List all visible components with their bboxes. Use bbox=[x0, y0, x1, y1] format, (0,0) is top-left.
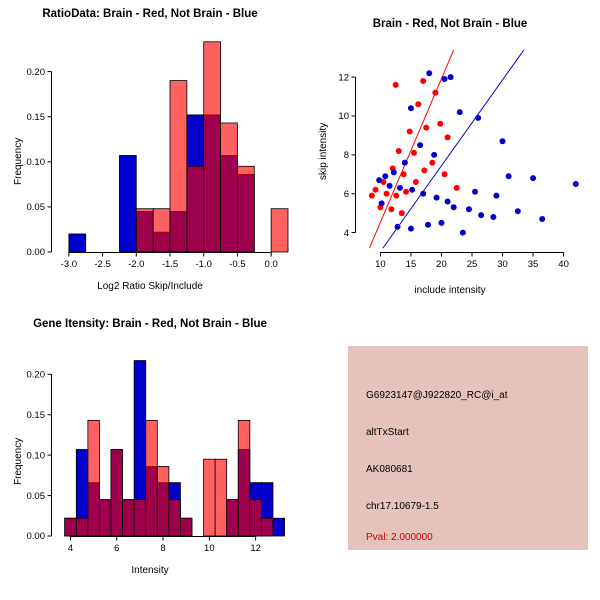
svg-text:0.15: 0.15 bbox=[26, 111, 45, 123]
svg-text:0.0: 0.0 bbox=[264, 259, 278, 270]
svg-text:0.10: 0.10 bbox=[26, 450, 45, 462]
scatter-title: Brain - Red, Not Brain - Blue bbox=[372, 18, 528, 30]
svg-text:4: 4 bbox=[343, 227, 349, 239]
svg-text:-3.0: -3.0 bbox=[60, 259, 78, 270]
svg-text:4: 4 bbox=[67, 543, 74, 554]
svg-text:10: 10 bbox=[204, 543, 215, 554]
histogram-intensity-xlabel: Intensity bbox=[131, 565, 169, 576]
scatter-panel bbox=[300, 0, 600, 300]
svg-text:10: 10 bbox=[375, 259, 386, 270]
svg-text:8: 8 bbox=[160, 543, 166, 554]
info-accession: AK080681 bbox=[366, 464, 413, 475]
svg-text:15: 15 bbox=[405, 259, 417, 270]
histogram-ratio-title: RatioData: Brain - Red, Not Brain - Blue bbox=[42, 8, 258, 20]
scatter-ylabel: skip intensity bbox=[318, 122, 329, 180]
svg-text:-1.5: -1.5 bbox=[161, 259, 179, 270]
svg-text:30: 30 bbox=[497, 259, 508, 270]
info-locus: chr17.10679-1.5 bbox=[366, 501, 439, 512]
svg-text:6: 6 bbox=[114, 543, 120, 554]
svg-text:0.00: 0.00 bbox=[26, 531, 45, 543]
svg-text:12: 12 bbox=[250, 543, 261, 554]
svg-text:-0.5: -0.5 bbox=[229, 259, 246, 270]
svg-text:0.10: 0.10 bbox=[26, 156, 45, 168]
svg-text:0.20: 0.20 bbox=[26, 369, 45, 381]
info-pval: Pval: 2.000000 bbox=[366, 532, 433, 543]
svg-text:-2.0: -2.0 bbox=[128, 259, 145, 270]
histogram-intensity-title: Gene Itensity: Brain - Red, Not Brain - Blue bbox=[33, 318, 267, 330]
scatter-plot bbox=[300, 0, 600, 300]
svg-text:0.05: 0.05 bbox=[26, 490, 45, 502]
scatter-xlabel: include intensity bbox=[414, 285, 486, 296]
svg-text:6: 6 bbox=[343, 188, 349, 200]
histogram-ratio-xlabel: Log2 Ratio Skip/Include bbox=[97, 281, 203, 292]
svg-text:0.00: 0.00 bbox=[26, 247, 45, 259]
histogram-intensity-ylabel: Frequency bbox=[13, 437, 24, 485]
svg-text:8: 8 bbox=[343, 150, 349, 162]
svg-text:12: 12 bbox=[338, 72, 349, 84]
svg-text:20: 20 bbox=[436, 259, 447, 270]
svg-text:0.20: 0.20 bbox=[26, 66, 45, 78]
gene-info-box bbox=[348, 346, 588, 550]
svg-text:-1.0: -1.0 bbox=[195, 259, 212, 270]
info-event: altTxStart bbox=[366, 427, 409, 438]
histogram-ratio-ylabel: Frequency bbox=[13, 137, 24, 185]
info-probe: G6923147@J922820_RC@i_at bbox=[366, 390, 508, 401]
histogram-ratio-plot bbox=[0, 0, 300, 300]
svg-text:0.05: 0.05 bbox=[26, 202, 45, 214]
svg-text:40: 40 bbox=[558, 259, 569, 270]
svg-text:-2.5: -2.5 bbox=[94, 259, 111, 270]
histogram-intensity-plot bbox=[0, 300, 300, 600]
histogram-intensity-panel bbox=[0, 300, 300, 600]
svg-text:10: 10 bbox=[338, 111, 349, 123]
svg-text:25: 25 bbox=[466, 259, 478, 270]
svg-text:35: 35 bbox=[527, 259, 539, 270]
svg-text:0.15: 0.15 bbox=[26, 409, 45, 421]
histogram-ratio-panel bbox=[0, 0, 300, 300]
